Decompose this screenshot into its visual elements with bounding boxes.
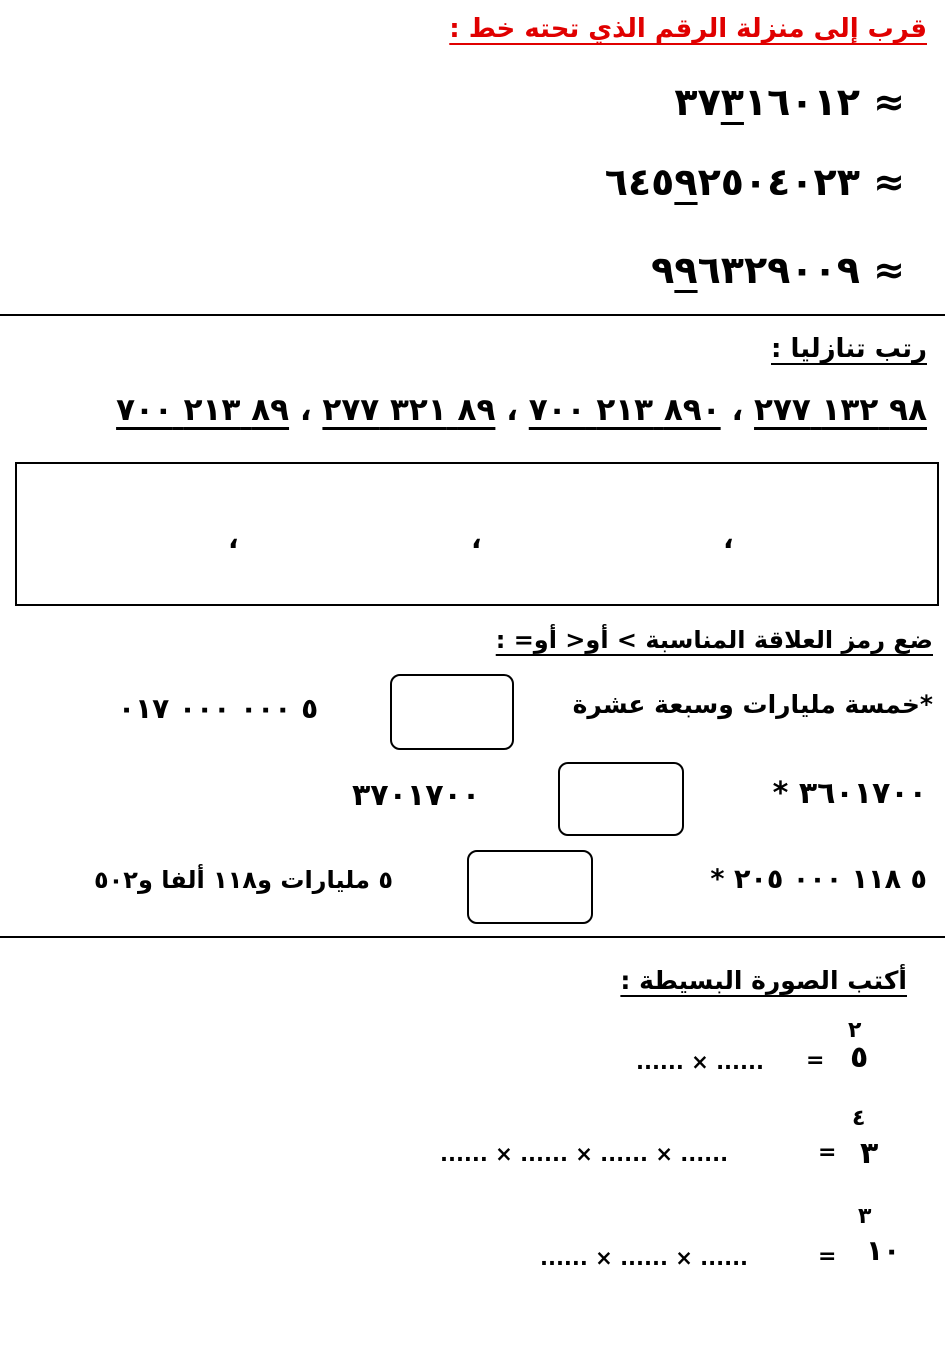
separator: ،	[506, 392, 518, 428]
separator: ،	[299, 392, 312, 428]
digits-before: ٣٧	[674, 80, 721, 124]
approx-symbol: ≈	[873, 160, 905, 204]
section1-title: قرب إلى منزلة الرقم الذي تحته خط :	[449, 14, 927, 44]
relation-box-2[interactable]	[558, 762, 684, 836]
number-1: ٩٨ ١٣٢ ٢٧٧	[754, 392, 927, 428]
approx-symbol: ≈	[873, 80, 905, 124]
compare-right-2: ٣٧٠١٧٠٠	[352, 778, 481, 813]
section3-title: ضع رمز العلاقة المناسبة > أو< أو= :	[495, 626, 933, 654]
answer-box[interactable]	[15, 462, 939, 606]
separator: ،	[723, 522, 734, 555]
separator: ،	[471, 522, 482, 555]
compare-right-3: ٥ مليارات و١١٨ ألفا و٥٠٢	[94, 866, 393, 894]
expansion-blanks-1: ...... × ......	[636, 1050, 764, 1074]
rounding-item-3	[651, 248, 905, 292]
section4-title: أكتب الصورة البسيطة :	[620, 966, 907, 995]
equals-sign: =	[806, 1048, 825, 1073]
rounding-item-1	[674, 80, 905, 124]
number-3: ٨٩ ٣٢١ ٢٧٧	[322, 392, 496, 428]
separator: ،	[228, 522, 239, 555]
separator: ،	[731, 392, 744, 428]
power-base-3: ١٠	[866, 1234, 901, 1267]
section2-title: رتب تنازليا :	[771, 334, 927, 364]
digits-before: ٦٤٥	[604, 160, 675, 204]
underlined-digit: ٩	[674, 160, 698, 204]
approx-symbol: ≈	[873, 248, 905, 292]
digits-after: ٦٣٢٩٠٠٩	[697, 248, 860, 292]
number-2: ٨٩٠ ٢١٣ ٧٠٠	[528, 392, 721, 428]
power-exponent-2: ٤	[852, 1106, 866, 1131]
numbers-to-order	[116, 392, 927, 428]
compare-left-1: *خمسة مليارات وسبعة عشرة	[572, 690, 933, 719]
relation-box-3[interactable]	[467, 850, 593, 924]
digits-after: ٢٥٠٤٠٢٣	[697, 160, 860, 204]
power-exponent-1: ٢	[848, 1018, 862, 1043]
equals-sign: =	[818, 1244, 837, 1269]
expansion-blanks-2: ...... × ...... × ...... × ......	[440, 1142, 729, 1166]
expansion-blanks-3: ...... × ...... × ......	[540, 1246, 749, 1270]
digits-before: ٩	[651, 248, 675, 292]
number-4: ٨٩ ٢١٣ ٧٠٠	[116, 392, 290, 428]
compare-left-2: * ٣٦٠١٧٠٠	[772, 776, 927, 811]
equals-sign: =	[818, 1140, 837, 1165]
compare-left-3: * ٥ ١١٨ ٠٠٠ ٢٠٥	[710, 864, 927, 895]
divider	[0, 314, 945, 316]
underlined-digit: ٣	[720, 80, 744, 124]
relation-box-1[interactable]	[390, 674, 514, 750]
divider	[0, 936, 945, 938]
underlined-digit: ٩	[674, 248, 698, 292]
power-base-1: ٥	[850, 1040, 869, 1075]
compare-right-1: ٥ ٠٠٠ ٠٠٠ ٠١٧	[118, 692, 319, 725]
power-base-2: ٣	[860, 1136, 879, 1171]
power-exponent-3: ٣	[858, 1204, 872, 1229]
rounding-item-2	[605, 160, 905, 204]
digits-after: ١٦٠١٢	[743, 80, 860, 124]
